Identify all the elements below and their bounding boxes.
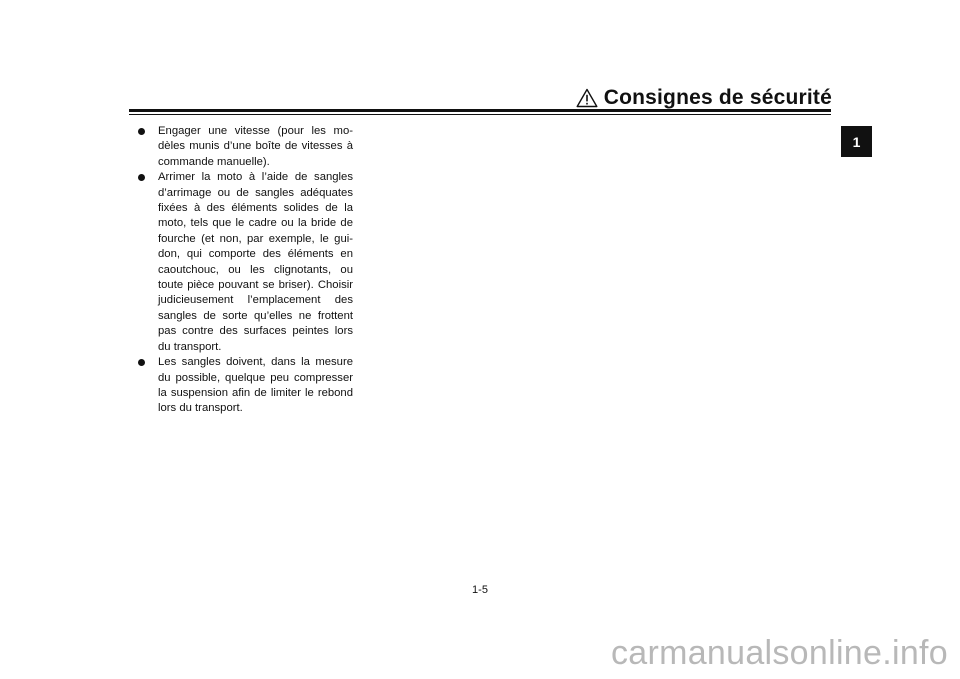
bullet-dot	[138, 128, 145, 135]
warning-triangle-icon	[576, 88, 598, 108]
list-item-text: Arrimer la moto à l’aide de sangles d’arrimage ou de sangles adéquates fixées à des éléments solides de la moto, tels que le cadre ou la bride de fourche (et non, par exemple, le gui-don, qui comporte des éléments en caoutchouc, ou les clignotants, ou toute pièce pouvant se briser). Choisir judicieusement l’emplacement des sangles de sorte qu’elles ne frottent pas contre des surfaces peintes lors du transport.	[158, 171, 353, 353]
page-title: Consignes de sécurité	[603, 86, 832, 109]
list-item	[138, 124, 353, 170]
header-rule-thin	[129, 114, 831, 115]
list-item-text: Les sangles doivent, dans la mesure du possible, quelque peu compresser la suspension afin de limiter le rebond lors du transport.	[158, 356, 353, 415]
watermark: carmanualsonline.info	[610, 634, 948, 672]
header-rule-thick	[129, 109, 831, 112]
chapter-tab	[841, 126, 872, 157]
safety-instructions-list	[138, 124, 353, 417]
list-item	[138, 355, 353, 417]
bullet-dot	[138, 359, 145, 366]
bullet-dot	[138, 174, 145, 181]
list-item-text: Engager une vitesse (pour les mo-dèles munis d’une boîte de vitesses à commande manuelle).	[158, 125, 353, 168]
list-item	[138, 170, 353, 355]
page-number: 1-5	[472, 584, 488, 596]
chapter-tab-label: 1	[852, 133, 861, 150]
page-header	[576, 86, 832, 110]
